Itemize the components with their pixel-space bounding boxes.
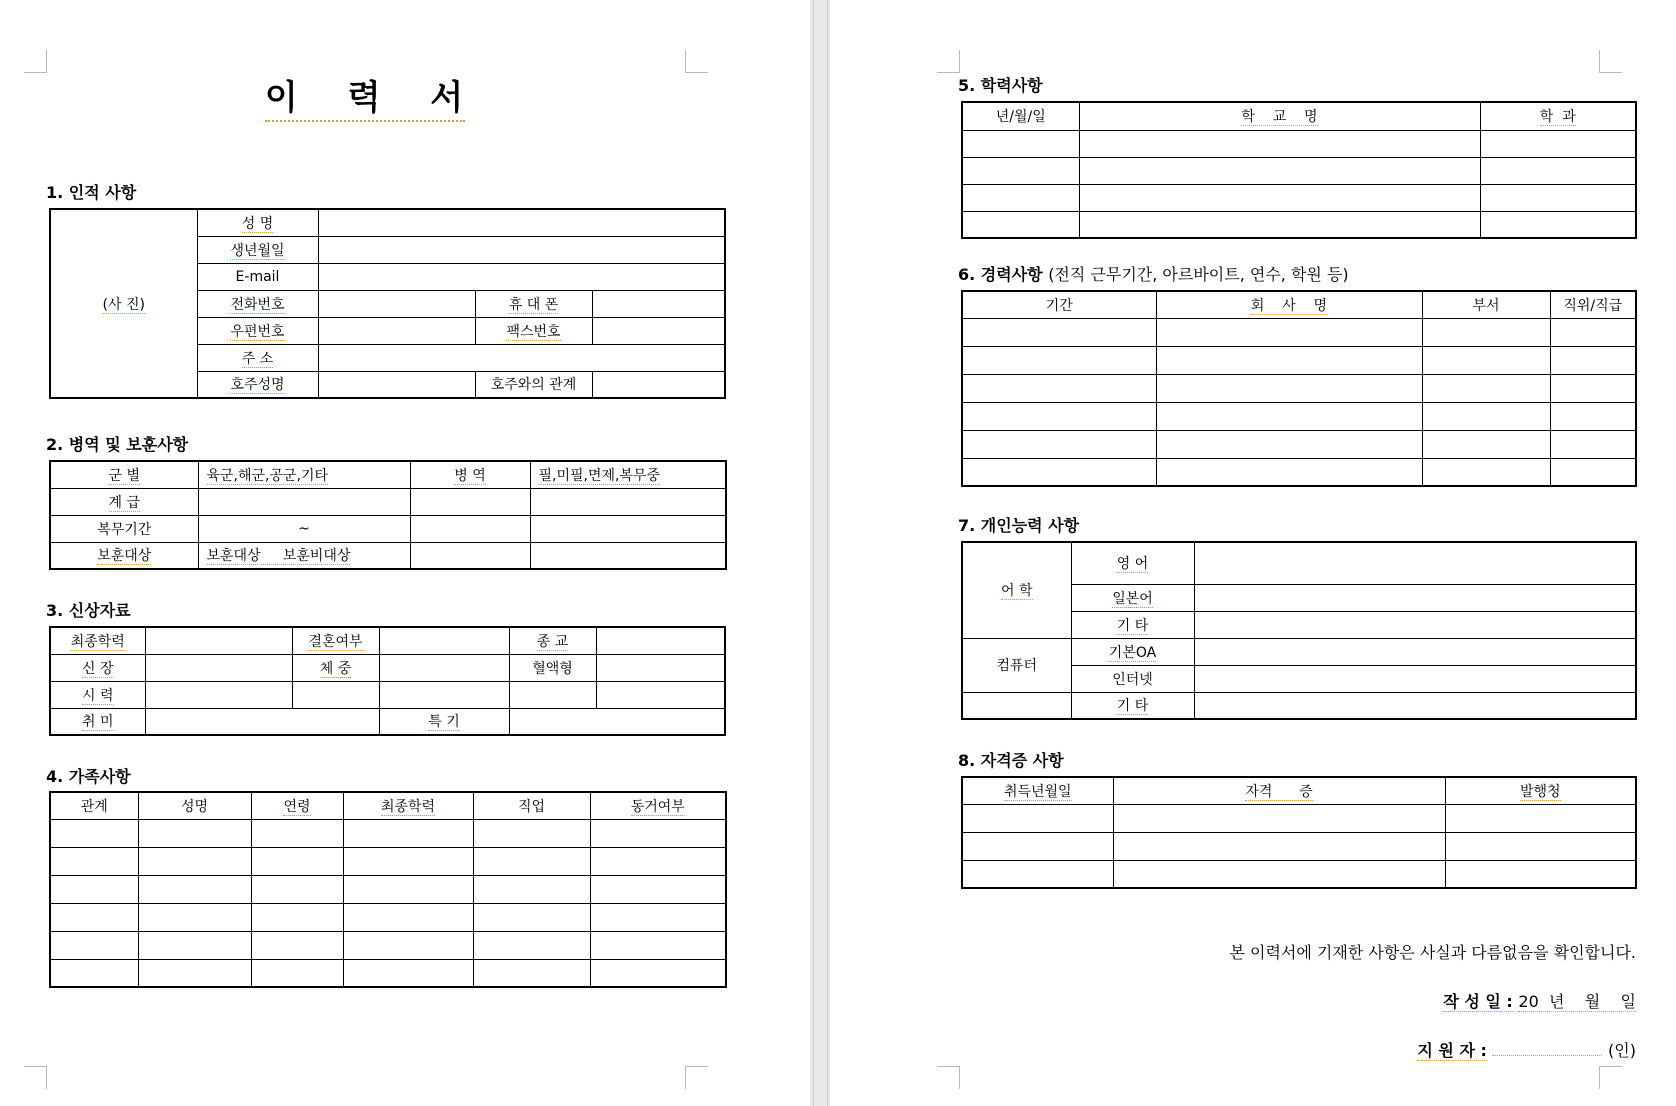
table-cell[interactable] <box>1079 211 1480 238</box>
section-7-heading: 7. 개인능력 사항 <box>958 516 1080 535</box>
table-cell[interactable] <box>509 681 596 708</box>
table-cell[interactable] <box>962 211 1079 238</box>
table-cell[interactable] <box>251 903 343 931</box>
table-cell[interactable] <box>379 681 509 708</box>
crop-mark <box>1599 50 1622 73</box>
table-cell[interactable] <box>50 847 138 875</box>
photo-box[interactable]: (사 진) <box>50 209 197 398</box>
table-row <box>962 860 1636 888</box>
table-row <box>962 157 1636 184</box>
table-cell[interactable] <box>343 931 473 959</box>
table-row <box>962 804 1636 832</box>
table-cell[interactable] <box>343 847 473 875</box>
married-label: 결혼여부 <box>292 627 379 654</box>
table-cell[interactable] <box>1445 832 1636 860</box>
email-label: E-mail <box>197 263 318 290</box>
table-row <box>50 903 726 931</box>
table-cell[interactable] <box>410 542 530 569</box>
fax-label: 팩스번호 <box>475 317 592 344</box>
name-label: 성 명 <box>197 209 318 236</box>
crop-mark <box>1599 1066 1622 1089</box>
table-cell[interactable] <box>473 847 590 875</box>
cert-header-date: 취득년월일 <box>962 777 1113 804</box>
table-cell[interactable] <box>473 931 590 959</box>
table-cell[interactable] <box>1156 318 1422 346</box>
date-value[interactable]: 20 년 월 일 <box>1518 992 1636 1011</box>
table-cell[interactable] <box>590 931 726 959</box>
section-6-note: (전직 근무기간, 아르바이트, 연수, 학원 등) <box>1048 265 1349 284</box>
table-cell[interactable] <box>1550 430 1636 458</box>
lang-other-field[interactable] <box>1194 611 1636 638</box>
service-options[interactable]: 필,미필,면제,복무중 <box>530 461 726 488</box>
table-cell[interactable] <box>1156 346 1422 374</box>
table-cell[interactable] <box>138 903 251 931</box>
education-label: 최종학력 <box>50 627 145 654</box>
table-cell[interactable] <box>50 903 138 931</box>
table-cell[interactable] <box>251 931 343 959</box>
career-header-period: 기간 <box>962 291 1156 318</box>
veteran-label: 보훈대상 <box>50 542 198 569</box>
table-cell[interactable] <box>343 959 473 987</box>
table-cell[interactable] <box>1422 402 1550 430</box>
table-cell[interactable] <box>1156 402 1422 430</box>
family-header-age: 연령 <box>251 792 343 819</box>
table-cell[interactable] <box>1445 804 1636 832</box>
crop-mark <box>937 50 960 73</box>
family-header-cohabit: 동거여부 <box>590 792 726 819</box>
table-cell[interactable] <box>1480 211 1636 238</box>
rank-field[interactable] <box>198 488 410 515</box>
confirmation-statement: 본 이력서에 기재한 사항은 사실과 다름없음을 확인합니다. <box>1229 943 1636 962</box>
table-cell[interactable] <box>962 860 1113 888</box>
table-cell[interactable] <box>138 819 251 847</box>
birth-label: 생년월일 <box>197 236 318 263</box>
branch-label: 군 별 <box>50 461 198 488</box>
education-history-table <box>961 101 1637 239</box>
table-cell[interactable] <box>251 959 343 987</box>
internet-field[interactable] <box>1194 665 1636 692</box>
table-cell[interactable] <box>596 681 725 708</box>
table-cell[interactable] <box>962 157 1079 184</box>
table-cell[interactable] <box>962 184 1079 211</box>
seal-label: (인) <box>1608 1041 1636 1060</box>
table-cell[interactable] <box>1550 346 1636 374</box>
lang-other-label: 기 타 <box>1071 611 1194 638</box>
personal-info-table <box>49 208 726 399</box>
period-label: 복무기간 <box>50 515 198 542</box>
table-cell[interactable] <box>138 847 251 875</box>
table-row <box>962 211 1636 238</box>
internet-label: 인터넷 <box>1071 665 1194 692</box>
crop-mark <box>24 1066 47 1089</box>
table-cell[interactable] <box>1480 184 1636 211</box>
section-8-heading: 8. 자격증 사항 <box>958 751 1064 770</box>
postal-field[interactable] <box>318 317 475 344</box>
table-cell[interactable] <box>410 488 530 515</box>
table-cell[interactable] <box>410 515 530 542</box>
table-cell[interactable] <box>1156 374 1422 402</box>
applicant-label: 지 원 자 : <box>1417 1041 1487 1060</box>
veteran-options[interactable]: 보훈대상 보훈비대상 <box>198 542 410 569</box>
page-edge <box>813 0 814 1106</box>
table-row <box>962 184 1636 211</box>
email-field[interactable] <box>318 263 725 290</box>
section-6-heading: 6. 경력사항 (전직 근무기간, 아르바이트, 연수, 학원 등) <box>958 265 1349 284</box>
section-1-heading: 1. 인적 사항 <box>46 183 137 202</box>
table-cell[interactable] <box>1422 430 1550 458</box>
table-cell[interactable] <box>50 875 138 903</box>
table-cell[interactable] <box>1113 804 1445 832</box>
table-cell[interactable] <box>590 875 726 903</box>
table-row <box>962 458 1636 486</box>
table-cell[interactable] <box>50 931 138 959</box>
table-cell[interactable] <box>1079 184 1480 211</box>
edu-header-date: 년/월/일 <box>962 102 1079 130</box>
certificate-table <box>961 776 1637 889</box>
table-cell[interactable] <box>530 488 726 515</box>
table-cell[interactable] <box>473 819 590 847</box>
birth-field[interactable] <box>318 236 725 263</box>
table-cell[interactable] <box>530 515 726 542</box>
section-2-heading: 2. 병역 및 보훈사항 <box>46 435 189 454</box>
date-line <box>1443 989 1636 1012</box>
table-cell[interactable] <box>962 374 1156 402</box>
service-label: 병 역 <box>410 461 530 488</box>
fax-field[interactable] <box>592 317 725 344</box>
specialty-field[interactable] <box>509 708 725 735</box>
english-field[interactable] <box>1194 542 1636 584</box>
table-cell[interactable] <box>50 959 138 987</box>
basic-oa-field[interactable] <box>1194 638 1636 665</box>
career-header-company: 회 사 명 <box>1156 291 1422 318</box>
address-label: 주 소 <box>197 344 318 371</box>
name-field[interactable] <box>318 209 725 236</box>
postal-label: 우편번호 <box>197 317 318 344</box>
householder-field[interactable] <box>318 371 475 398</box>
table-row <box>50 931 726 959</box>
basic-oa-label: 기본OA <box>1071 638 1194 665</box>
table-cell[interactable] <box>251 819 343 847</box>
language-label: 어 학 <box>962 542 1071 638</box>
career-header-position: 직위/직급 <box>1550 291 1636 318</box>
table-cell[interactable] <box>1422 318 1550 346</box>
table-cell[interactable] <box>1422 374 1550 402</box>
table-cell[interactable] <box>343 819 473 847</box>
table-cell[interactable] <box>1550 458 1636 486</box>
phone-label: 전화번호 <box>197 290 318 317</box>
section-3-heading: 3. 신상자료 <box>46 601 131 620</box>
weight-field[interactable] <box>379 654 509 681</box>
table-cell[interactable] <box>50 819 138 847</box>
comp-other-field[interactable] <box>1194 692 1636 719</box>
relation-label: 호주와의 관계 <box>475 371 592 398</box>
document-page-1 <box>0 0 810 1106</box>
applicant-line <box>1417 1038 1636 1061</box>
english-label: 영 어 <box>1071 542 1194 584</box>
cert-header-issuer: 발행청 <box>1445 777 1636 804</box>
crop-mark <box>685 1066 708 1089</box>
crop-mark <box>937 1066 960 1089</box>
table-cell[interactable] <box>1550 318 1636 346</box>
table-cell[interactable] <box>1445 860 1636 888</box>
table-cell[interactable] <box>962 430 1156 458</box>
blood-label: 혈액형 <box>509 654 596 681</box>
hobby-label: 취 미 <box>50 708 145 735</box>
family-header-job: 직업 <box>473 792 590 819</box>
table-cell[interactable] <box>962 458 1156 486</box>
table-cell[interactable] <box>962 346 1156 374</box>
table-cell[interactable] <box>590 847 726 875</box>
family-table <box>49 791 727 988</box>
table-cell[interactable] <box>962 402 1156 430</box>
applicant-signature-field[interactable] <box>1492 1055 1602 1056</box>
table-row <box>962 346 1636 374</box>
table-cell[interactable] <box>1550 402 1636 430</box>
table-row <box>962 374 1636 402</box>
table-row <box>50 819 726 847</box>
rank-label: 계 급 <box>50 488 198 515</box>
table-cell[interactable] <box>1422 458 1550 486</box>
specialty-label: 특 기 <box>379 708 509 735</box>
family-header-education: 최종학력 <box>343 792 473 819</box>
section-5-heading: 5. 학력사항 <box>958 76 1043 95</box>
table-cell[interactable] <box>1550 374 1636 402</box>
table-row <box>962 130 1636 157</box>
career-table <box>961 290 1637 487</box>
table-cell[interactable] <box>251 875 343 903</box>
table-cell[interactable] <box>138 875 251 903</box>
table-cell[interactable] <box>138 931 251 959</box>
document-page-2 <box>830 0 1676 1106</box>
table-row <box>962 402 1636 430</box>
religion-label: 종 교 <box>509 627 596 654</box>
document-title: 이 력 서 <box>0 70 730 119</box>
height-field[interactable] <box>145 654 292 681</box>
table-cell[interactable] <box>962 692 1071 719</box>
table-row <box>962 832 1636 860</box>
education-field[interactable] <box>145 627 292 654</box>
table-cell[interactable] <box>1422 346 1550 374</box>
table-cell[interactable] <box>1113 860 1445 888</box>
date-label: 작 성 일 : <box>1443 992 1513 1011</box>
vision-label: 시 력 <box>50 681 145 708</box>
table-cell[interactable] <box>1480 157 1636 184</box>
table-row <box>962 430 1636 458</box>
phone-field[interactable] <box>318 290 475 317</box>
table-row <box>962 318 1636 346</box>
japanese-label: 일본어 <box>1071 584 1194 611</box>
table-cell[interactable] <box>1079 130 1480 157</box>
hobby-field[interactable] <box>145 708 379 735</box>
table-cell[interactable] <box>1079 157 1480 184</box>
table-cell[interactable] <box>343 903 473 931</box>
table-row <box>50 959 726 987</box>
weight-label: 체 중 <box>292 654 379 681</box>
relation-field[interactable] <box>592 371 725 398</box>
blood-field[interactable] <box>596 654 725 681</box>
table-cell[interactable] <box>1113 832 1445 860</box>
table-row <box>50 875 726 903</box>
table-cell[interactable] <box>962 130 1079 157</box>
table-cell[interactable] <box>962 318 1156 346</box>
edu-header-school: 학 교 명 <box>1079 102 1480 130</box>
married-field[interactable] <box>379 627 509 654</box>
table-cell[interactable] <box>473 959 590 987</box>
branch-options[interactable]: 육군,해군,공군,기타 <box>198 461 410 488</box>
japanese-field[interactable] <box>1194 584 1636 611</box>
table-cell[interactable] <box>292 681 379 708</box>
period-field[interactable]: ~ <box>198 515 410 542</box>
table-cell[interactable] <box>138 959 251 987</box>
table-cell[interactable] <box>473 875 590 903</box>
height-label: 신 장 <box>50 654 145 681</box>
householder-label: 호주성명 <box>197 371 318 398</box>
table-cell[interactable] <box>590 819 726 847</box>
table-row <box>50 847 726 875</box>
family-header-name: 성명 <box>138 792 251 819</box>
table-cell[interactable] <box>590 903 726 931</box>
section-4-heading: 4. 가족사항 <box>46 767 131 786</box>
table-cell[interactable] <box>251 847 343 875</box>
military-table <box>49 460 727 570</box>
page-edge <box>827 0 828 1106</box>
mobile-field[interactable] <box>592 290 725 317</box>
mobile-label: 휴 대 폰 <box>475 290 592 317</box>
comp-other-label: 기 타 <box>1071 692 1194 719</box>
vision-field[interactable] <box>145 681 292 708</box>
family-header-relation: 관계 <box>50 792 138 819</box>
profile-table <box>49 626 726 736</box>
address-field[interactable] <box>318 344 725 371</box>
table-cell[interactable] <box>1156 458 1422 486</box>
edu-header-major: 학 과 <box>1480 102 1636 130</box>
table-cell[interactable] <box>590 959 726 987</box>
religion-field[interactable] <box>596 627 725 654</box>
table-cell[interactable] <box>1156 430 1422 458</box>
table-cell[interactable] <box>1480 130 1636 157</box>
cert-header-name: 자격 증 <box>1113 777 1445 804</box>
table-cell[interactable] <box>343 875 473 903</box>
computer-label: 컴퓨터 <box>962 638 1071 692</box>
skills-table <box>961 541 1637 720</box>
career-header-dept: 부서 <box>1422 291 1550 318</box>
table-cell[interactable] <box>962 832 1113 860</box>
table-cell[interactable] <box>530 542 726 569</box>
table-cell[interactable] <box>473 903 590 931</box>
table-cell[interactable] <box>962 804 1113 832</box>
